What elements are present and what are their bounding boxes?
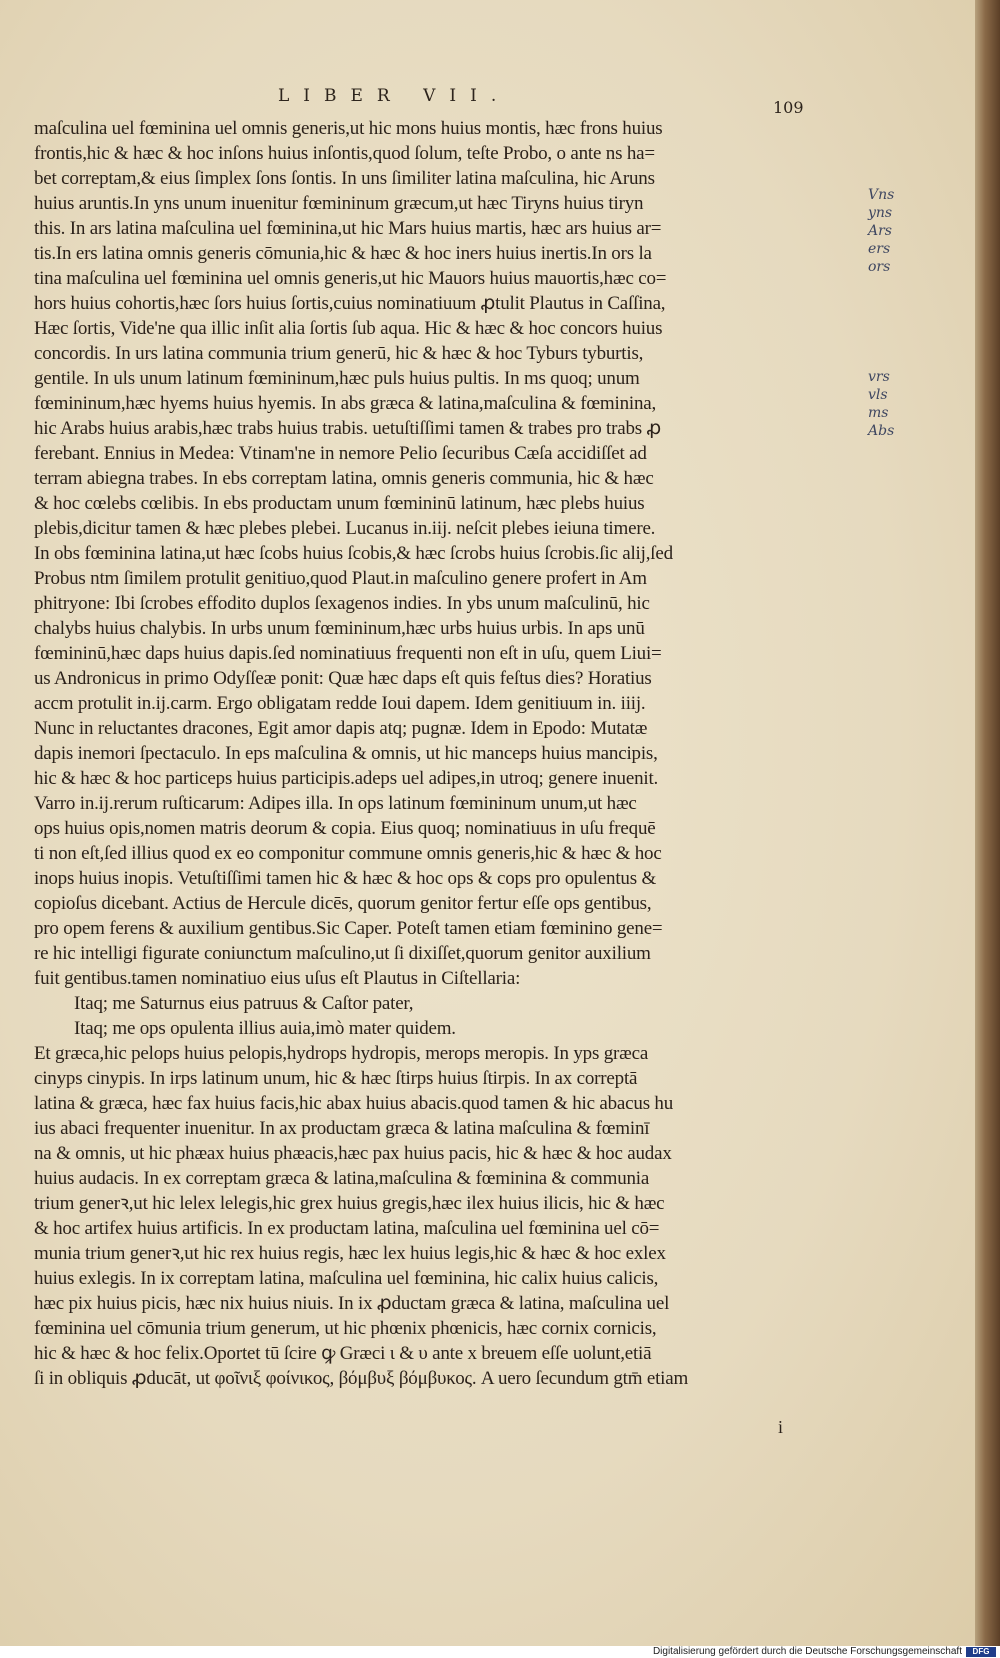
- dfg-logo: DFG: [966, 1647, 996, 1657]
- text-line: hic & hæc & hoc felix.Oportet tū ſcire ꝙ Græci ι & υ ante x breuem eſſe uolunt,etiā: [34, 1343, 652, 1364]
- text-line: ti non eſt,ſed illius quod ex eo componitur commune omnis generis,hic & hæc & hoc: [34, 843, 662, 864]
- funding-credit: Digitalisierung gefördert durch die Deutsche Forschungsgemeinschaft: [652, 1646, 962, 1657]
- text-line: ferebant. Ennius in Medea: Vtinam'ne in nemore Pelio ſecuribus Cæſa accidiſſet ad: [34, 443, 647, 464]
- text-line: Probus ntm ſimilem protulit genitiuo,quod Plaut.in maſculino genere profert in Am: [34, 568, 647, 589]
- text-line: na & omnis, ut hic phæax huius phæacis,hæc pax huius pacis, hic & hæc & hoc audax: [34, 1143, 672, 1164]
- text-line: cinyps cinypis. In irps latinum unum, hic & hæc ſtirps huius ſtirpis. In ax correptā: [34, 1068, 638, 1089]
- text-line: ſi in obliquis ꝓducāt, ut φοῖνιξ φοίνικος, βόμβυξ βόμβυκος. A uero ſecundum gtm̄ etiam: [34, 1368, 689, 1389]
- page-number: 109: [773, 98, 804, 117]
- text-line: accm protulit in.ij.carm. Ergo obligatam redde Ioui dapem. Idem genitiuum in. iiij.: [34, 693, 646, 714]
- text-line: tis.In ers latina omnis generis cōmunia,hic & hæc & hoc iners huius inertis.In ors la: [34, 243, 652, 264]
- text-line: this. In ars latina maſculina uel fœminina,ut hic Mars huius martis, hæc ars huius ar=: [34, 218, 662, 239]
- page-edge: [975, 0, 1000, 1646]
- text-line: hæc pix huius picis, hæc nix huius niuis. In ix ꝓductam græca & latina, maſculina uel: [34, 1293, 670, 1314]
- text-line: concordis. In urs latina communia trium generū, hic & hæc & hoc Tyburs tyburtis,: [34, 343, 644, 364]
- text-line: fœmininū,hæc daps huius dapis.ſed nominatiuus frequenti non eſt in uſu, quem Liui=: [34, 643, 662, 664]
- text-line: us Andronicus in primo Odyſſeæ ponit: Quæ hæc daps eſt quis feſtus dies? Horatius: [34, 668, 652, 689]
- text-line: phitryone: Ibi ſcrobes effodito duplos ſexagenos indies. In ybs unum maſculinū, hic: [34, 593, 650, 614]
- marginal-note: yns: [868, 205, 893, 221]
- text-line: bet correptam,& eius ſimplex ſons ſontis. In uns ſimiliter latina maſculina, hic Aruns: [34, 168, 655, 189]
- marginal-note: vrs: [868, 369, 890, 385]
- running-head: LIBER VII.: [278, 86, 511, 106]
- text-line: pro opem ferens & auxilium gentibus.Sic Caper. Poteſt tamen etiam fœminino gene=: [34, 918, 663, 939]
- text-line: fuit gentibus.tamen nominatiuo eius uſus eſt Plautus in Ciſtellaria:: [34, 968, 521, 989]
- text-line: Hæc ſortis, Vide'ne qua illic inſit alia ſortis ſub aqua. Hic & hæc & hoc concors huius: [34, 318, 663, 339]
- marginal-note: ors: [868, 259, 891, 275]
- marginal-notes-upper: [868, 186, 894, 276]
- marginal-note: vls: [868, 387, 888, 403]
- marginal-note: Vns: [868, 187, 895, 203]
- text-line: frontis,hic & hæc & hoc inſons huius inſontis,quod ſolum, teſte Probo, o ante ns ha=: [34, 143, 655, 164]
- text-line: dapis inemori ſpectaculo. In eps maſculina & omnis, ut hic manceps huius mancipis,: [34, 743, 658, 764]
- text-line: hic Arabs huius arabis,hæc trabs huius trabis. uetuſtiſſimi tamen & trabes pro trabs ꝓ: [34, 418, 662, 439]
- text-line: huius exlegis. In ix correptam latina, maſculina uel fœminina, hic calix huius calicis,: [34, 1268, 659, 1289]
- text-line: & hoc cœlebs cœlibis. In ebs productam unum fœmininū latinum, hæc plebs huius: [34, 493, 645, 514]
- text-line: In obs fœminina latina,ut hæc ſcobs huius ſcobis,& hæc ſcrobs huius ſcrobis.ſic alij,ſed: [34, 543, 673, 564]
- text-line: ius abaci frequenter inuenitur. In ax productam græca & latina maſculina & fœminī: [34, 1118, 650, 1139]
- text-line: copioſus dicebant. Actius de Hercule dicēs, quorum genitor fertur eſſe ops gentibus,: [34, 893, 652, 914]
- text-line: huius audacis. In ex correptam græca & latina,maſculina & fœminina & communia: [34, 1168, 650, 1189]
- marginal-note: ms: [868, 405, 889, 421]
- main-text-block: [34, 116, 819, 1391]
- text-line: latina & græca, hæc fax huius facis,hic abax huius abacis.quod tamen & hic abacus hu: [34, 1093, 674, 1114]
- text-line: fœminina uel cōmunia trium generum, ut hic phœnix phœnicis, hæc cornix cornicis,: [34, 1318, 657, 1339]
- text-line: plebis,dicitur tamen & hæc plebes plebei. Lucanus in.iij. neſcit plebes ieiuna timere.: [34, 518, 656, 539]
- verse-line: Itaq; me ops opulenta illius auia,imò mater quidem.: [74, 1018, 456, 1039]
- marginal-note: ers: [868, 241, 891, 257]
- text-line: chalybs huius chalybis. In urbs unum fœmininum,hæc urbs huius urbis. In aps unū: [34, 618, 645, 639]
- text-line: terram abiegna trabes. In ebs correptam latina, omnis generis communia, hic & hæc: [34, 468, 654, 489]
- text-line: maſculina uel fœminina uel omnis generis,ut hic mons huius montis, hæc frons huius: [34, 118, 663, 139]
- marginal-note: Abs: [868, 423, 895, 439]
- text-line: ops huius opis,nomen matris deorum & copia. Eius quoq; nominatiuus in uſu frequē: [34, 818, 656, 839]
- text-line: & hoc artifex huius artificis. In ex productam latina, maſculina uel fœminina uel cō=: [34, 1218, 660, 1239]
- text-line: Nunc in reluctantes dracones, Egit amor dapis atq; pugnæ. Idem in Epodo: Mutatæ: [34, 718, 648, 739]
- text-line: hic & hæc & hoc particeps huius participis.adeps uel adipes,in utroq; genere inuenit.: [34, 768, 659, 789]
- text-line: hors huius cohortis,hæc ſors huius ſortis,cuius nominatiuum ꝓtulit Plautus in Caſſina,: [34, 293, 666, 314]
- signature-mark: i: [778, 1417, 784, 1437]
- digitization-footer: [0, 1646, 1000, 1658]
- text-line: huius aruntis.In yns unum inuenitur fœmininum græcum,ut hæc Tiryns huius tiryn: [34, 193, 644, 214]
- text-line: trium generꝛ,ut hic lelex lelegis,hic grex huius gregis,hæc ilex huius ilicis, hic & hæc: [34, 1193, 665, 1214]
- text-line: re hic intelligi figurate coniunctum maſculino,ut ſi dixiſſet,quorum genitor auxilium: [34, 943, 651, 964]
- text-line: inops huius inopis. Vetuſtiſſimi tamen hic & hæc & hoc ops & cops pro opulentus &: [34, 868, 657, 889]
- verse-line: Itaq; me Saturnus eius patruus & Caſtor pater,: [74, 993, 414, 1014]
- text-line: Et græca,hic pelops huius pelopis,hydrops hydropis, merops meropis. In yps græca: [34, 1043, 649, 1064]
- text-line: Varro in.ij.rerum ruſticarum: Adipes illa. In ops latinum fœmininum unum,ut hæc: [34, 793, 637, 814]
- marginal-note: Ars: [868, 223, 892, 239]
- marginal-notes-lower: [868, 368, 894, 440]
- text-line: fœmininum,hæc hyems huius hyemis. In abs græca & latina,maſculina & fœminina,: [34, 393, 657, 414]
- text-line: gentile. In uls unum latinum fœmininum,hæc puls huius pultis. In ms quoq; unum: [34, 368, 640, 389]
- text-line: munia trium generꝛ,ut hic rex huius regis, hæc lex huius legis,hic & hæc & hoc exlex: [34, 1243, 666, 1264]
- text-line: tina maſculina uel fœminina uel omnis generis,ut hic Mauors huius mauortis,hæc co=: [34, 268, 667, 289]
